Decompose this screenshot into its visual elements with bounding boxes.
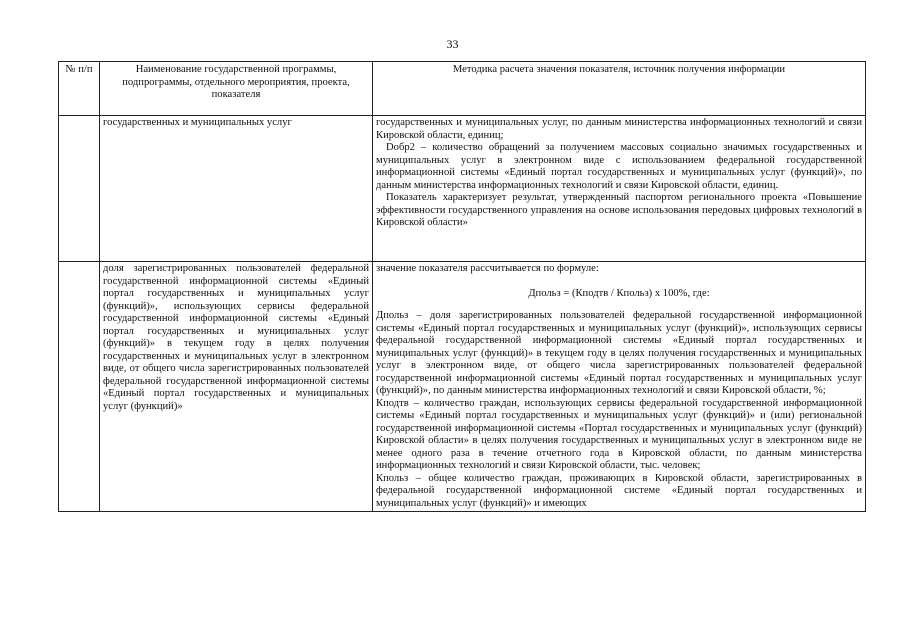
- row-number: [59, 116, 100, 262]
- method-paragraph: Показатель характеризует результат, утвержденный паспортом регионального проекта «Повышение эффективности государственного управления на основе использования передовых цифровых технологий в Кировской области»: [376, 192, 862, 228]
- row-name: [100, 116, 373, 262]
- row-method: [373, 116, 866, 262]
- page-number: 33: [446, 37, 459, 51]
- formula: Дпольз = (Кподтв / Кпольз) х 100%, где:: [528, 287, 710, 299]
- method-intro: значение показателя рассчитывается по формуле:: [376, 263, 599, 274]
- row-name: [100, 262, 373, 512]
- table-row: [59, 262, 866, 512]
- method-paragraph: Кподтв – количество граждан, использующих сервисы федеральной государственной информационной системы «Единый портал государственных и муниципальных услуг (функций)» и (или) региональной государственной информационной системы «Портал государственных и муниципальных услуг (функций) Кировской области» в целях получения государственных и муниципальных услуг в электронном виде не менее одного раза в течение отчетного года в Кировской области, по данным министерства информационных технологий и связи Кировской области, тыс. человек;: [376, 397, 862, 471]
- method-paragraph: Дпольз – доля зарегистрированных пользователей федеральной государственной информационной системы «Единый портал государственных и муниципальных услуг (функций)», использующих сервисы федеральной государственной информационной системы «Единый портал государственных и муниципальных услуг (функций)» в текущем году в целях получения государственных и муниципальных услуг в электронном виде, от общего числа зарегистрированных пользователей федеральной государственной информационной системы «Единый портал государственных и муниципальных услуг (функций)», по данным министерства информационных технологий и связи Кировской области, %;: [376, 310, 862, 396]
- table-row: [59, 116, 866, 262]
- method-paragraph: государственных и муниципальных услуг, по данным министерства информационных технологий и связи Кировской области, единиц;: [376, 117, 862, 141]
- header-name: Наименование государственной программы, подпрограммы, отдельного мероприятия, проекта, показателя: [100, 62, 373, 116]
- row-name-text: государственных и муниципальных услуг: [103, 117, 292, 128]
- header-method: Методика расчета значения показателя, источник получения информации: [373, 62, 866, 116]
- row-method: [373, 262, 866, 512]
- row-number: [59, 262, 100, 512]
- method-paragraph: Dобр2 – количество обращений за получением массовых социально значимых государственных и муниципальных услуг в электронном виде с использованием федеральной государственной информационной системы «Единый портал государственных и муниципальных услуг (функций)», по данным министерства информационных технологий и связи Кировской области, единиц.: [376, 142, 862, 191]
- row-name-text: доля зарегистрированных пользователей федеральной государственной информационной системы «Единый портал государственных и муниципальных услуг (функций)», использующих сервисы федеральной государственной информационной системы «Единый портал государственных и муниципальных услуг (функций)» в текущем году в целях получения государственных и муниципальных услуг в электронном виде, от общего числа зарегистрированных пользователей федеральной государственной информационной системы «Единый портал государственных и муниципальных услуг (функций)»: [103, 263, 369, 412]
- header-number: № п/п: [59, 62, 100, 116]
- method-paragraph: Кпольз – общее количество граждан, проживающих в Кировской области, зарегистрированных в федеральной государственной информационной системе «Единый портал государственных и муниципальных услуг (функций)» и имеющих: [376, 472, 862, 509]
- indicator-table: [58, 61, 866, 512]
- table-header-row: [59, 62, 866, 116]
